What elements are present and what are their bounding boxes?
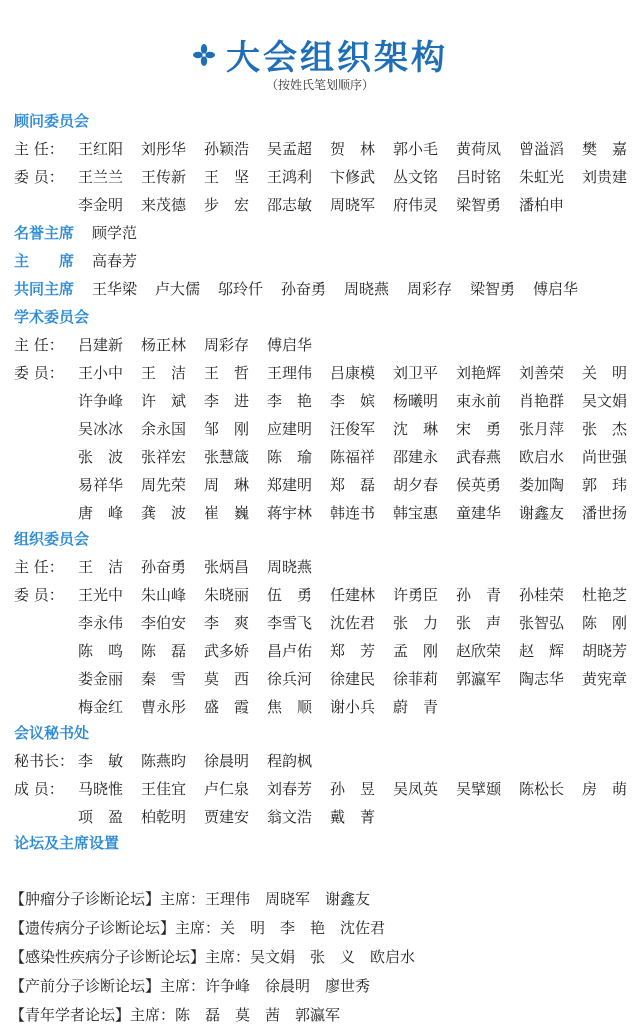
person-name: 赵欣荣	[456, 642, 502, 660]
person-name: 李永伟	[78, 614, 124, 632]
forum-chairs: 陈 磊 莫 茜 郭瀛军	[175, 1006, 341, 1024]
person-name: 王红阳	[78, 140, 124, 158]
person-name: 张 波	[78, 448, 124, 466]
page-title-block	[192, 30, 448, 79]
person-name: 张慧箴	[204, 448, 250, 466]
person-name: 胡夕春	[393, 476, 439, 494]
person-name: 张 声	[456, 614, 502, 632]
person-name: 赵 辉	[519, 642, 565, 660]
person-name: 武多娇	[204, 642, 250, 660]
person-name: 朱晓丽	[204, 586, 250, 604]
person-name: 朱虹光	[519, 168, 565, 186]
person-name: 唐 峰	[78, 504, 124, 522]
person-name: 翁文浩	[267, 808, 313, 826]
person-name: 武春燕	[456, 448, 502, 466]
person-name: 张 杰	[582, 420, 628, 438]
person-name: 周晓燕	[344, 280, 390, 298]
person-name: 应建明	[267, 420, 313, 438]
person-name: 张 力	[393, 614, 439, 632]
person-name: 孙桂荣	[519, 586, 565, 604]
person-name: 吴孟超	[267, 140, 313, 158]
forum-chair-label: 主席：	[205, 948, 251, 966]
forum-name: 【遗传病分子诊断论坛】	[10, 919, 176, 937]
forum-chairs: 许争峰 徐晨明 廖世秀	[205, 977, 371, 995]
person-name: 杨正林	[141, 336, 187, 354]
person-name: 陈 磊	[141, 642, 187, 660]
person-name: 王 坚	[204, 168, 250, 186]
person-name: 孟 刚	[393, 642, 439, 660]
person-name: 周晓燕	[267, 558, 313, 576]
person-name: 陈 瑜	[267, 448, 313, 466]
person-name: 刘贵建	[582, 168, 628, 186]
organizing-committee-title: 组织委员会	[14, 530, 90, 548]
person-name: 吕建新	[78, 336, 124, 354]
person-name: 戴 菁	[330, 808, 376, 826]
person-name: 徐建民	[330, 670, 376, 688]
person-name: 徐晨明	[204, 752, 250, 770]
person-name: 刘春芳	[267, 780, 313, 798]
person-name: 潘世扬	[582, 504, 628, 522]
person-name: 傅启华	[533, 280, 579, 298]
person-name: 张炳昌	[204, 558, 250, 576]
person-name: 郭瀛军	[456, 670, 502, 688]
person-name: 卢大儒	[155, 280, 201, 298]
person-name: 刘卫平	[393, 364, 439, 382]
clover-icon	[192, 43, 216, 67]
person-name: 李金明	[78, 196, 124, 214]
academic-committee-title: 学术委员会	[14, 308, 90, 326]
person-name: 陈福祥	[330, 448, 376, 466]
person-name: 郑 磊	[330, 476, 376, 494]
row-label: 主 任：	[14, 558, 64, 576]
person-name: 王兰兰	[78, 168, 124, 186]
person-name: 傅启华	[267, 336, 313, 354]
person-name: 梁智勇	[456, 196, 502, 214]
person-name: 崔 巍	[204, 504, 250, 522]
person-name: 谢鑫友	[519, 504, 565, 522]
person-name: 柏乾明	[141, 808, 187, 826]
person-name: 步 宏	[204, 196, 250, 214]
person-name: 吴擘颋	[456, 780, 502, 798]
role-label: 名誉主席	[14, 224, 75, 242]
person-name: 陈 刚	[582, 614, 628, 632]
person-name: 韩宝惠	[393, 504, 439, 522]
person-name: 杨曦明	[393, 392, 439, 410]
person-name: 曾溢滔	[519, 140, 565, 158]
person-name: 焦 顺	[267, 698, 313, 716]
forum-row	[10, 975, 370, 997]
forum-chair-label: 主席：	[175, 919, 221, 937]
forum-chair-label: 主席：	[160, 977, 206, 995]
person-name: 王传新	[141, 168, 187, 186]
person-name: 束永前	[456, 392, 502, 410]
person-name: 李 爽	[204, 614, 250, 632]
row-label: 秘书长：	[14, 752, 75, 770]
role-label: 主 席	[14, 252, 75, 270]
person-name: 王小中	[78, 364, 124, 382]
forums-title: 论坛及主席设置	[14, 834, 120, 852]
person-name: 来茂德	[141, 196, 187, 214]
person-name: 易祥华	[78, 476, 124, 494]
forum-chairs: 吴文娟 张 义 欧启水	[250, 948, 416, 966]
person-name: 刘彤华	[141, 140, 187, 158]
person-name: 蒋宇林	[267, 504, 313, 522]
person-name: 徐兵河	[267, 670, 313, 688]
person-name: 娄金丽	[78, 670, 124, 688]
person-name: 周晓军	[330, 196, 376, 214]
person-name: 周彩存	[407, 280, 453, 298]
person-name: 许争峰	[78, 392, 124, 410]
forum-name: 【感染性疾病分子诊断论坛】	[10, 948, 206, 966]
person-name: 府伟灵	[393, 196, 439, 214]
person-name: 王佳宜	[141, 780, 187, 798]
person-name: 孙 昱	[330, 780, 376, 798]
person-name: 谢小兵	[330, 698, 376, 716]
person-name: 童建华	[456, 504, 502, 522]
person-name: 盛 霞	[204, 698, 250, 716]
person-name: 郭 玮	[582, 476, 628, 494]
person-name: 孙奋勇	[141, 558, 187, 576]
person-name: 宋 勇	[456, 420, 502, 438]
person-name: 潘柏申	[519, 196, 565, 214]
person-name: 韩连书	[330, 504, 376, 522]
forum-name: 【产前分子诊断论坛】	[10, 977, 161, 995]
person-name: 陈松长	[519, 780, 565, 798]
person-name: 陈 鸣	[78, 642, 124, 660]
person-name: 张智弘	[519, 614, 565, 632]
person-name: 余永国	[141, 420, 187, 438]
person-name: 邬玲仟	[218, 280, 264, 298]
forum-row	[10, 946, 415, 968]
person-name: 王 洁	[141, 364, 187, 382]
forum-chair-label: 主席：	[160, 890, 206, 908]
person-name: 秦 雪	[141, 670, 187, 688]
person-name: 昌卢佑	[267, 642, 313, 660]
person-name: 王光中	[78, 586, 124, 604]
person-name: 梅金红	[78, 698, 124, 716]
person-name: 伍 勇	[267, 586, 313, 604]
person-name: 李 敏	[78, 752, 124, 770]
page-header	[0, 30, 640, 79]
person-name: 程韵枫	[267, 752, 313, 770]
person-name: 沈 琳	[393, 420, 439, 438]
person-name: 吴冰冰	[78, 420, 124, 438]
person-name: 贺 林	[330, 140, 376, 158]
person-name: 莫 西	[204, 670, 250, 688]
person-name: 李雪飞	[267, 614, 313, 632]
page-title: 大会组织架构	[226, 38, 448, 78]
person-name: 马晓惟	[78, 780, 124, 798]
person-name: 郑建明	[267, 476, 313, 494]
person-name: 徐菲莉	[393, 670, 439, 688]
person-name: 龚 波	[141, 504, 187, 522]
person-name: 王鸿利	[267, 168, 313, 186]
person-name: 黄荷凤	[456, 140, 502, 158]
person-name: 孙 青	[456, 586, 502, 604]
person-name: 梁智勇	[470, 280, 516, 298]
person-name: 吕康模	[330, 364, 376, 382]
person-name: 房 萌	[582, 780, 628, 798]
person-name: 周 琳	[204, 476, 250, 494]
row-label: 成 员：	[14, 780, 64, 798]
person-name: 李 嫔	[330, 392, 376, 410]
person-name: 张月萍	[519, 420, 565, 438]
person-name: 朱山峰	[141, 586, 187, 604]
person-name: 孙颖浩	[204, 140, 250, 158]
person-name: 孙奋勇	[281, 280, 327, 298]
person-name: 高春芳	[92, 252, 138, 270]
person-name: 沈佐君	[330, 614, 376, 632]
person-name: 周先荣	[141, 476, 187, 494]
row-label: 委 员：	[14, 586, 64, 604]
person-name: 张祥宏	[141, 448, 187, 466]
person-name: 邵志敏	[267, 196, 313, 214]
person-name: 侯英勇	[456, 476, 502, 494]
person-name: 汪俊军	[330, 420, 376, 438]
person-name: 陶志华	[519, 670, 565, 688]
forum-name: 【青年学者论坛】	[10, 1006, 131, 1024]
person-name: 刘艳辉	[456, 364, 502, 382]
person-name: 贾建安	[204, 808, 250, 826]
secretariat-title: 会议秘书处	[14, 724, 90, 742]
person-name: 项 盈	[78, 808, 124, 826]
person-name: 杜艳芝	[582, 586, 628, 604]
person-name: 蔚 青	[393, 698, 439, 716]
person-name: 郑 芳	[330, 642, 376, 660]
forum-row	[10, 917, 385, 939]
person-name: 吴文娟	[582, 392, 628, 410]
person-name: 王 洁	[78, 558, 124, 576]
person-name: 娄加陶	[519, 476, 565, 494]
person-name: 李 进	[204, 392, 250, 410]
person-name: 邵建永	[393, 448, 439, 466]
person-name: 郭小毛	[393, 140, 439, 158]
forum-row	[10, 888, 370, 910]
person-name: 曹永彤	[141, 698, 187, 716]
person-name: 陈燕昀	[141, 752, 187, 770]
forum-chairs: 王理伟 周晓军 谢鑫友	[205, 890, 371, 908]
person-name: 顾学范	[92, 224, 138, 242]
person-name: 刘善荣	[519, 364, 565, 382]
person-name: 樊 嘉	[582, 140, 628, 158]
person-name: 欧启水	[519, 448, 565, 466]
row-label: 主 任：	[14, 140, 64, 158]
person-name: 吕时铭	[456, 168, 502, 186]
person-name: 李伯安	[141, 614, 187, 632]
person-name: 王 哲	[204, 364, 250, 382]
person-name: 卢仁泉	[204, 780, 250, 798]
person-name: 王华梁	[92, 280, 138, 298]
advisory-committee-title: 顾问委员会	[14, 112, 90, 130]
person-name: 尚世强	[582, 448, 628, 466]
row-label: 委 员：	[14, 168, 64, 186]
person-name: 卞修武	[330, 168, 376, 186]
person-name: 胡晓芳	[582, 642, 628, 660]
forum-chairs: 关 明 李 艳 沈佐君	[220, 919, 386, 937]
role-label: 共同主席	[14, 280, 75, 298]
person-name: 关 明	[582, 364, 628, 382]
person-name: 丛文铭	[393, 168, 439, 186]
forum-chair-label: 主席：	[130, 1006, 176, 1024]
person-name: 黄宪章	[582, 670, 628, 688]
person-name: 王理伟	[267, 364, 313, 382]
person-name: 邹 刚	[204, 420, 250, 438]
page-subtitle: （按姓氏笔划顺序）	[265, 78, 374, 92]
person-name: 吴凤英	[393, 780, 439, 798]
person-name: 任建林	[330, 586, 376, 604]
person-name: 肖艳群	[519, 392, 565, 410]
row-label: 委 员：	[14, 364, 64, 382]
person-name: 许 斌	[141, 392, 187, 410]
person-name: 李 艳	[267, 392, 313, 410]
row-label: 主 任：	[14, 336, 64, 354]
person-name: 周彩存	[204, 336, 250, 354]
person-name: 许勇臣	[393, 586, 439, 604]
forum-row	[10, 1004, 340, 1026]
forum-name: 【肿瘤分子诊断论坛】	[10, 890, 161, 908]
